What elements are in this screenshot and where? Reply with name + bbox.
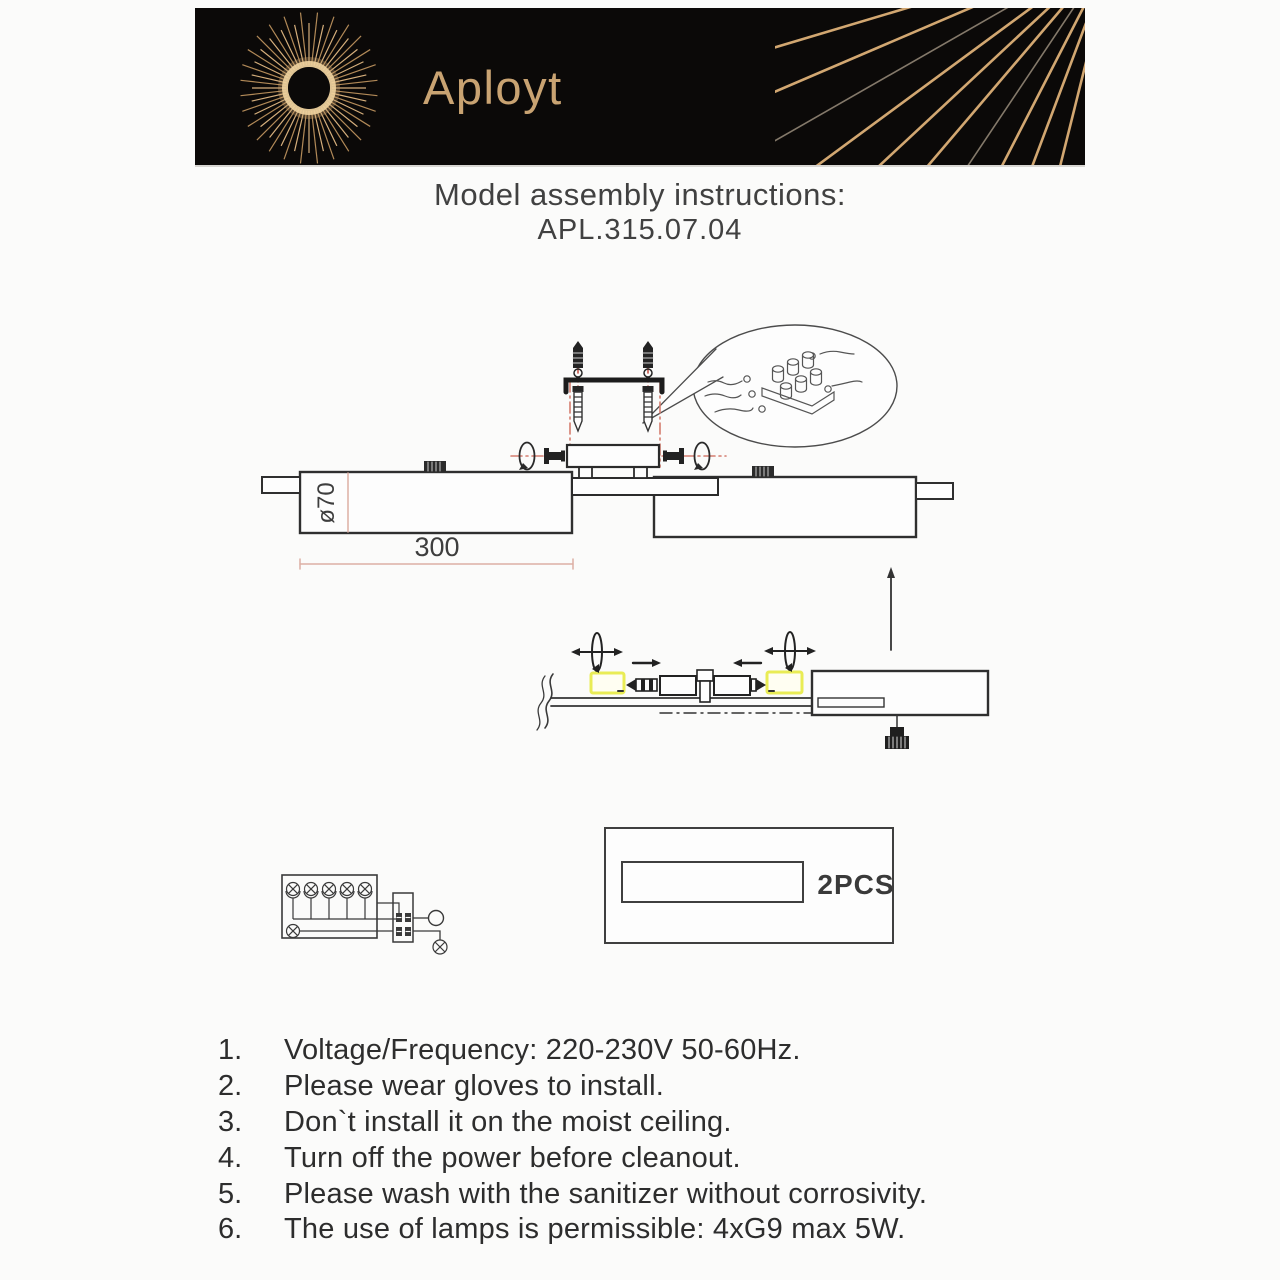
- item-number: 1.: [218, 1034, 243, 1067]
- brand-header: [195, 8, 1085, 167]
- locking-knob: [885, 715, 909, 749]
- rotate-symbol-right: [764, 632, 816, 672]
- item-text: Please wear gloves to install.: [284, 1070, 664, 1103]
- shade-endview: [812, 671, 988, 715]
- item-text: Voltage/Frequency: 220-230V 50-60Hz.: [284, 1034, 801, 1067]
- page-title: Model assembly instructions:: [434, 177, 846, 212]
- instruction-list: [218, 1033, 927, 1248]
- arrow-right: [633, 659, 661, 667]
- list-item: [218, 1069, 927, 1105]
- left-shade: [300, 472, 572, 533]
- mounting-screw-left: [573, 386, 584, 431]
- socket-highlight-right: [767, 672, 802, 693]
- item-number: 5.: [218, 1177, 243, 1210]
- terminal-block: [393, 893, 413, 942]
- knurled-knob-left: [424, 461, 446, 472]
- break-symbol-2: [537, 676, 545, 730]
- knurled-knob-right: [752, 466, 774, 477]
- item-number: 6.: [218, 1213, 243, 1246]
- top-assembly-view: [262, 325, 953, 569]
- side-screw-left: [544, 448, 565, 464]
- item-text: Please wash with the sanitizer without corrosivity.: [284, 1177, 928, 1210]
- alignment-dashes: [578, 350, 648, 390]
- right-shade-tab: [916, 483, 953, 499]
- break-symbol: [545, 674, 553, 728]
- list-item: [218, 1033, 927, 1069]
- arrow-left: [733, 659, 761, 667]
- model-number: APL.315.07.04: [537, 214, 743, 246]
- lamp-symbol-right: [433, 940, 447, 954]
- side-screw-right: [663, 448, 684, 464]
- dimension-length: [300, 532, 573, 569]
- svg-text:ø70: ø70: [313, 482, 340, 524]
- wiring-diagram: [282, 875, 447, 954]
- junction-circle: [429, 911, 444, 926]
- mounting-screw-right: [643, 386, 654, 431]
- item-text: The use of lamps is permissible: 4xG9 max 5W.: [284, 1213, 906, 1246]
- corner-rays-decoration: [775, 8, 1085, 165]
- svg-text:300: 300: [414, 532, 460, 562]
- item-number: 3.: [218, 1105, 243, 1138]
- pieces-count-label: 2PCS: [817, 869, 895, 900]
- assembly-diagram: [0, 280, 1280, 1040]
- item-number: 4.: [218, 1141, 243, 1174]
- list-item: [218, 1212, 927, 1248]
- insert-arrow-up: [887, 567, 895, 650]
- item-text: Turn off the power before cleanout.: [284, 1141, 741, 1174]
- g9-bulb-left: [626, 679, 657, 691]
- lamp-install-view: [537, 567, 988, 749]
- item-number: 2.: [218, 1070, 243, 1103]
- detail-bubble: [643, 325, 897, 447]
- left-shade-tab: [262, 477, 300, 493]
- canopy-foot-right: [634, 467, 647, 478]
- parts-box: [605, 828, 895, 943]
- rotate-symbol-left: [571, 633, 623, 673]
- list-item: [218, 1105, 927, 1141]
- lamp-wire: [413, 931, 440, 940]
- center-rail: [572, 478, 718, 495]
- canopy-foot-left: [579, 467, 592, 478]
- list-item: [218, 1176, 927, 1212]
- top-wire: [377, 903, 399, 913]
- brand-wordmark: Aployt: [423, 61, 563, 114]
- lamp-symbols-row: [286, 883, 372, 920]
- list-item: [218, 1140, 927, 1176]
- sunburst-logo-icon: [209, 8, 419, 165]
- item-text: Don`t install it on the moist ceiling.: [284, 1105, 732, 1138]
- canopy: [567, 445, 659, 467]
